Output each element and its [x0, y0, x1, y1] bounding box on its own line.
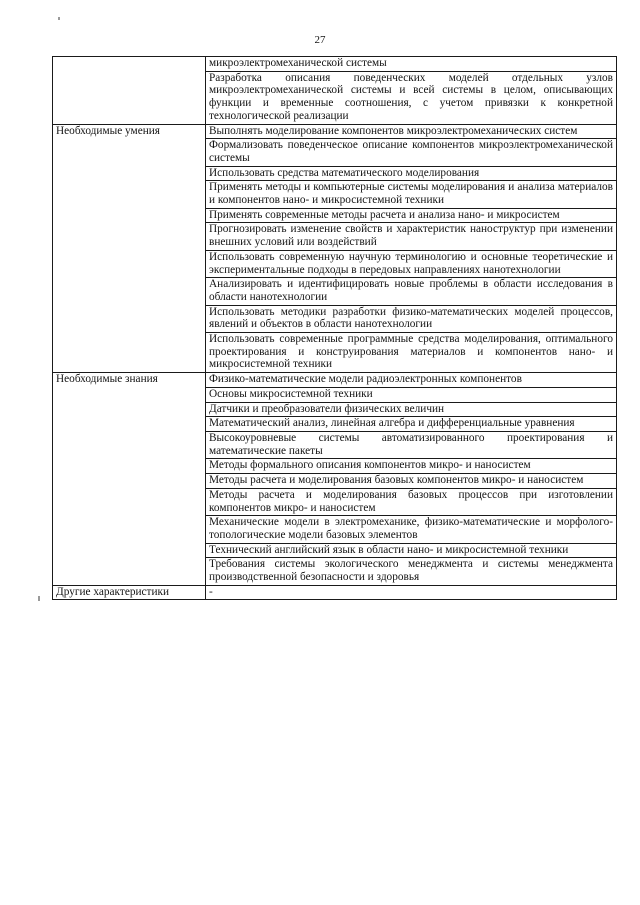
table-cell: Применять методы и компьютерные системы моделирования и анализа материалов и компонентов нано- и микросистемной техники — [206, 181, 617, 208]
table-cell: - — [206, 585, 617, 600]
table-cell: Разработка описания поведенческих моделей отдельных узлов микроэлектромеханической системы и всей системы в целом, описывающих функции и временные соотношения, с учетом привязки к конкретной технологической реализации — [206, 71, 617, 124]
table-row — [53, 585, 617, 600]
table-cell: Механические модели в электромеханике, физико-математические и морфолого-топологические модели базовых элементов — [206, 516, 617, 543]
section-label — [53, 57, 206, 125]
table-row — [53, 124, 617, 139]
table-cell: Физико-математические модели радиоэлектронных компонентов — [206, 373, 617, 388]
section-label: Необходимые умения — [53, 124, 206, 373]
section-label: Другие характеристики — [53, 585, 206, 600]
table-cell: Формализовать поведенческое описание компонентов микроэлектромеханической системы — [206, 139, 617, 166]
table-cell: Использовать современную научную терминологию и основные теоретические и экспериментальные подходы в передовых направлениях нанотехнологии — [206, 250, 617, 277]
table-cell: микроэлектромеханической системы — [206, 57, 617, 72]
table-cell: Использовать средства математического моделирования — [206, 166, 617, 181]
table-cell: Датчики и преобразователи физических величин — [206, 402, 617, 417]
table-cell: Методы расчета и моделирования базовых компонентов микро- и наносистем — [206, 474, 617, 489]
table-cell: Анализировать и идентифицировать новые проблемы в области исследования в области нанотехнологии — [206, 278, 617, 305]
table-cell: Высокоуровневые системы автоматизированного проектирования и математические пакеты — [206, 431, 617, 458]
table-cell: Требования системы экологического менеджмента и системы менеджмента производственной безопасности и здоровья — [206, 558, 617, 585]
table-row — [53, 373, 617, 388]
table-cell: Применять современные методы расчета и анализа нано- и микросистем — [206, 208, 617, 223]
table-cell: Использовать методики разработки физико-математических моделей процессов, явлений и объектов в области нанотехнологии — [206, 305, 617, 332]
table-row — [53, 57, 617, 72]
table-cell: Использовать современные программные средства моделирования, оптимального проектирования и конструирования материалов и компонентов нано- и микросистемной техники — [206, 333, 617, 373]
section-label: Необходимые знания — [53, 373, 206, 586]
table-cell: Основы микросистемной техники — [206, 387, 617, 402]
scan-mark — [58, 17, 60, 20]
table-cell: Прогнозировать изменение свойств и характеристик наноструктур при изменении внешних условий или воздействий — [206, 223, 617, 250]
table-cell: Математический анализ, линейная алгебра и дифференциальные уравнения — [206, 417, 617, 432]
table-cell: Методы формального описания компонентов микро- и наносистем — [206, 459, 617, 474]
page-number: 27 — [314, 34, 326, 46]
table-cell: Выполнять моделирование компонентов микроэлектромеханических систем — [206, 124, 617, 139]
scan-mark — [38, 596, 40, 601]
competency-table — [52, 56, 617, 600]
table-cell: Методы расчета и моделирования базовых процессов при изготовлении компонентов микро- и наносистем — [206, 488, 617, 515]
table-cell: Технический английский язык в области нано- и микросистемной техники — [206, 543, 617, 558]
